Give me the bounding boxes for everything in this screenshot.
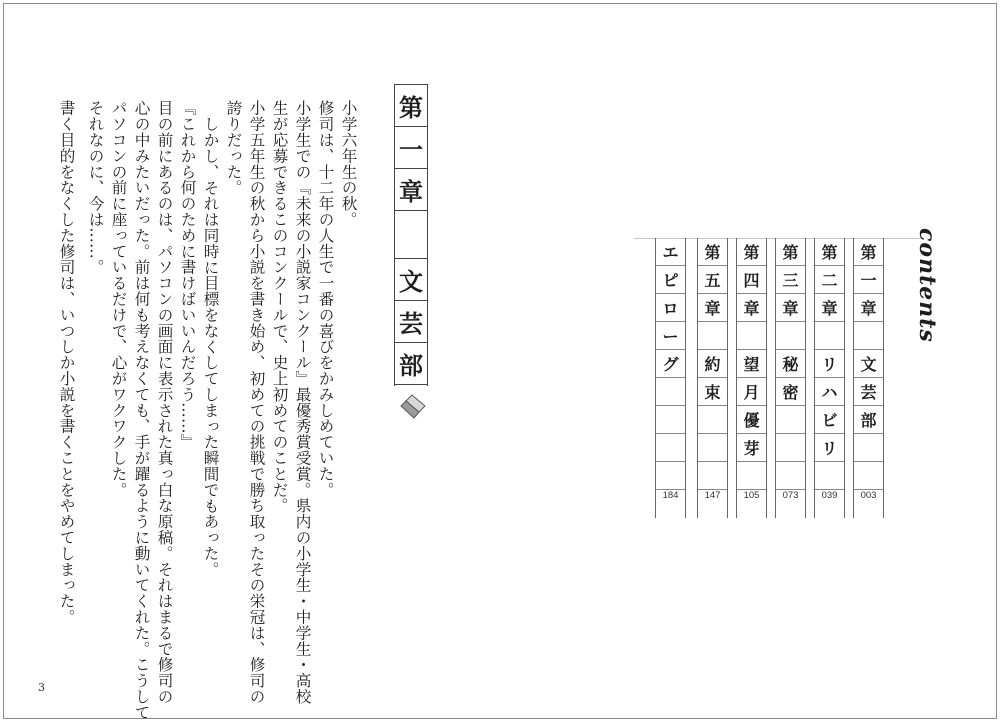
contents-char: 部 (854, 406, 883, 434)
contents-blank-cell (656, 462, 685, 490)
contents-char: ハ (815, 378, 844, 406)
contents-char: 章 (854, 294, 883, 322)
contents-char: 束 (698, 378, 727, 406)
body-line: 小学生での『未来の小説家コンクール』最優秀賞受賞。県内の小学生・中学生・高校 (293, 100, 312, 705)
contents-char: 月 (737, 378, 766, 406)
contents-page-number: 184 (662, 490, 679, 501)
body-line: 『これから何のために書けばいいんだろう……』 (178, 100, 197, 450)
contents-char: ピ (656, 266, 685, 294)
contents-blank-cell (776, 406, 805, 434)
body-line: しかし、それは同時に目標をなくしてしまった瞬間でもあった。 (201, 116, 220, 578)
contents-char: 章 (776, 294, 805, 322)
contents-char: 一 (854, 266, 883, 294)
contents-page-number: 147 (704, 490, 721, 501)
body-line: 修司は、十二年の人生で一番の喜びをかみしめていた。 (316, 100, 335, 498)
body-line: 目の前にあるのは、パソコンの画面に表示された真っ白な原稿。それはまるで修司の (155, 100, 174, 705)
contents-blank-cell (776, 434, 805, 462)
contents-blank-cell (698, 322, 727, 350)
contents-item (697, 238, 728, 518)
contents-page-number: 039 (821, 490, 838, 501)
contents-item (853, 238, 884, 518)
body-line: それなのに、今は……。 (86, 100, 105, 275)
contents-page-number: 073 (782, 490, 799, 501)
contents-char: リ (815, 350, 844, 378)
contents-item (655, 238, 686, 518)
contents-page-number: 105 (743, 490, 760, 501)
contents-blank-cell (776, 462, 805, 490)
heading-char: 部 (395, 343, 427, 385)
contents-char: 望 (737, 350, 766, 378)
contents-blank-cell (854, 462, 883, 490)
contents-char: 文 (854, 350, 883, 378)
heading-char: 文 (395, 259, 427, 301)
contents-blank-cell (656, 406, 685, 434)
body-line: 心の中みたいだった。前は何も考えなくても、手が躍るように動いてくれた。こうして (132, 100, 151, 721)
contents-char: 芸 (854, 378, 883, 406)
contents-item (736, 238, 767, 518)
body-line: 誇りだった。 (224, 100, 243, 196)
contents-blank-cell (815, 462, 844, 490)
heading-char: 芸 (395, 301, 427, 343)
chapter-heading (394, 84, 428, 386)
contents-blank-cell (656, 378, 685, 406)
contents-char: 章 (737, 294, 766, 322)
contents-blank-cell (656, 434, 685, 462)
contents-char: 章 (815, 294, 844, 322)
body-line: 生が応募できるこのコンクールで、史上初めてのことだ。 (270, 100, 289, 514)
contents-char: 二 (815, 266, 844, 294)
contents-blank-cell (737, 322, 766, 350)
contents-blank-cell (815, 322, 844, 350)
contents-blank-cell (698, 462, 727, 490)
contents-char: 四 (737, 266, 766, 294)
contents-char: 第 (815, 238, 844, 266)
contents-blank-cell (737, 462, 766, 490)
contents-char: グ (656, 350, 685, 378)
contents-char: エ (656, 238, 685, 266)
contents-char: ビ (815, 406, 844, 434)
body-line: 小学五年生の秋から小説を書き始め、初めての挑戦で勝ち取ったその栄冠は、修司の (247, 100, 266, 705)
contents-char: 秘 (776, 350, 805, 378)
contents-char: 優 (737, 406, 766, 434)
page-number: 3 (38, 681, 45, 694)
body-line: 小学六年生の秋。 (339, 100, 358, 228)
contents-char: ー (656, 322, 685, 350)
contents-blank-cell (698, 406, 727, 434)
contents-blank-cell (854, 322, 883, 350)
contents-title: contents (914, 228, 940, 343)
heading-char: 第 (395, 85, 427, 127)
contents-blank-cell (776, 322, 805, 350)
contents-blank-cell (698, 434, 727, 462)
contents-item (775, 238, 806, 518)
contents-blank-cell (854, 434, 883, 462)
body-line: 書く目的をなくした修司は、いつしか小説を書くことをやめてしまった。 (57, 100, 76, 625)
contents-char: 約 (698, 350, 727, 378)
contents-char: 芽 (737, 434, 766, 462)
body-line: パソコンの前に座っているだけで、心がワクワクした。 (109, 100, 128, 498)
contents-char: 第 (854, 238, 883, 266)
heading-char: 章 (395, 169, 427, 211)
contents-char: 五 (698, 266, 727, 294)
contents-char: ロ (656, 294, 685, 322)
contents-page-number: 003 (860, 490, 877, 501)
contents-char: 章 (698, 294, 727, 322)
heading-blank (395, 211, 427, 259)
contents-char: 三 (776, 266, 805, 294)
contents-char: 第 (737, 238, 766, 266)
contents-char: 第 (698, 238, 727, 266)
contents-char: リ (815, 434, 844, 462)
contents-char: 第 (776, 238, 805, 266)
eraser-icon (398, 392, 428, 422)
contents-char: 密 (776, 378, 805, 406)
page-frame (3, 3, 997, 719)
heading-char: 一 (395, 127, 427, 169)
contents-item (814, 238, 845, 518)
